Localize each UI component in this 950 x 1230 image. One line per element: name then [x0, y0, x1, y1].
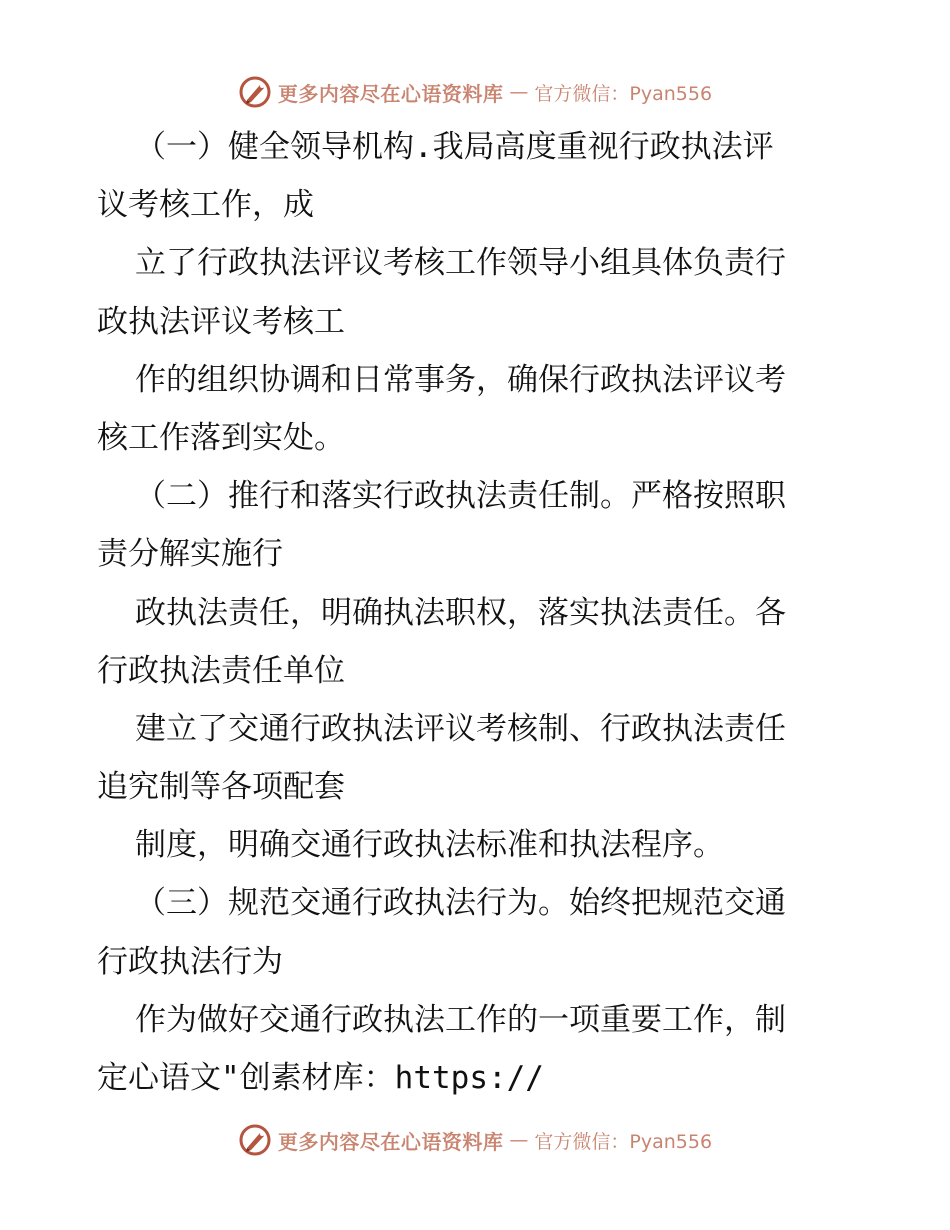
- header-banner-content: [238, 75, 712, 109]
- header-banner: [0, 72, 950, 112]
- body-line: 建立了交通行政执法评议考核制、行政执法责任: [135, 710, 786, 747]
- body-line: 议考核工作，成: [97, 187, 314, 224]
- header-contact-text: 官方微信：Pyan556: [534, 82, 713, 105]
- footer-contact-text: 官方微信：Pyan556: [534, 1130, 713, 1153]
- header-separator: —: [509, 81, 529, 103]
- body-line: 制度，明确交通行政执法标准和执法程序。: [135, 827, 724, 864]
- body-line: 责分解实施行: [97, 536, 283, 573]
- pen-logo-icon: [238, 75, 272, 109]
- document-body: [97, 118, 857, 1107]
- body-line: 核工作落到实处。: [97, 419, 345, 456]
- footer-banner-content: [238, 1123, 712, 1157]
- body-line: （三）规范交通行政执法行为。始终把规范交通: [135, 885, 786, 922]
- body-line: 立了行政执法评议考核工作领导小组具体负责行: [135, 245, 786, 282]
- body-line: 作的组织协调和日常事务，确保行政执法评议考: [135, 361, 786, 398]
- pen-logo-icon: [238, 1123, 272, 1157]
- body-line: 政执法评议考核工: [97, 303, 345, 340]
- body-line: 行政执法责任单位: [97, 652, 345, 689]
- body-line: （二）推行和落实行政执法责任制。严格按照职: [135, 478, 786, 515]
- body-line: 行政执法行为: [97, 943, 283, 980]
- footer-separator: —: [509, 1129, 529, 1151]
- body-line: 作为做好交通行政执法工作的一项重要工作，制: [135, 1001, 786, 1038]
- header-brand-text: 更多内容尽在心语资料库: [277, 81, 504, 106]
- body-line: （一）健全领导机构.我局高度重视行政执法评: [135, 129, 774, 165]
- footer-brand-text: 更多内容尽在心语资料库: [277, 1129, 504, 1154]
- body-line: 政执法责任，明确执法职权，落实执法责任。各: [135, 594, 786, 631]
- footer-banner: [0, 1120, 950, 1160]
- body-line: 追究制等各项配套: [97, 769, 345, 806]
- body-line: 定心语文"创素材库：https://: [97, 1060, 544, 1096]
